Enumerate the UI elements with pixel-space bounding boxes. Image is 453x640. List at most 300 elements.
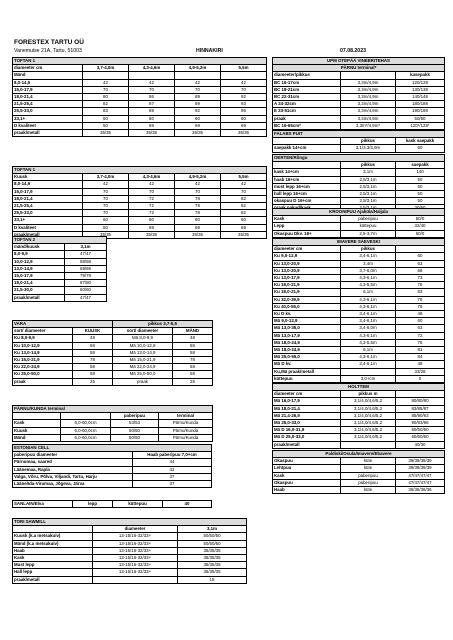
table-cell: UPM OTEPÄÄ VINEERITEHAS [273, 58, 445, 65]
table-cell: E 33-51cm [273, 108, 341, 115]
table-cell: 50 [396, 191, 445, 198]
table-row [13, 371, 213, 378]
table-cell: 78 [175, 210, 221, 217]
table-cell [273, 138, 341, 145]
pricelist-title: HINNAKIRI [196, 48, 223, 54]
table-cell: 3,3m/4,9m [341, 79, 396, 86]
table-cell: 3,1/4,0/4,6/5,2 [341, 398, 396, 405]
table-row [13, 79, 267, 86]
table-cell: 10,0-12,9 [13, 258, 65, 265]
table-cell: 80 [83, 94, 129, 101]
table-cell: 70 [175, 188, 221, 195]
table-row [13, 434, 213, 441]
table-row [273, 246, 445, 253]
table-row [13, 547, 247, 554]
table-cell: 72 [129, 203, 175, 210]
table-cell: Kask [13, 555, 93, 562]
table-cell [61, 413, 111, 420]
table-cell: Hall lepp [13, 569, 93, 576]
section-title-row [273, 209, 445, 216]
table-cell: Ku 13,0-20,9 [273, 267, 341, 274]
parnu-kunda-table [12, 405, 213, 442]
table-cell: 6,1m [341, 289, 396, 296]
table-cell: 70 [83, 210, 129, 217]
table-cell: 25,5-33,0 [13, 108, 83, 115]
table-cell: 60 [396, 253, 445, 260]
table-cell: 13-15/16-32/33+ [93, 533, 178, 540]
table-cell: 47/47/47/47 [396, 472, 445, 479]
table-cell: 3,1/4,0/4,6/5,2 [341, 427, 396, 434]
table-row [273, 405, 445, 412]
table-row [273, 311, 445, 318]
company-name: FORESTEX TARTU OÜ [14, 39, 84, 46]
table-cell: 90/93/96 [396, 420, 445, 427]
table-cell: 3,4m [341, 260, 396, 267]
table-cell: 120*/128* [396, 122, 445, 129]
table-cell: Ku 9,0-12,9 [273, 253, 341, 260]
table-row [273, 101, 445, 108]
table-cell: 47/47/47/47 [396, 479, 445, 486]
table-row [273, 434, 445, 441]
table-row [13, 188, 267, 195]
table-row [13, 473, 212, 480]
table-cell: 60 [175, 115, 221, 122]
table-cell: 40 [163, 501, 212, 508]
table-cell [341, 72, 396, 79]
table-cell: Mä 18,0-21,4 [273, 405, 341, 412]
table-cell: haab 16+cm [273, 176, 341, 183]
table-cell: 4,3-5,5m [341, 339, 396, 346]
document-date: 07.08.2023 [340, 48, 366, 54]
table-cell [273, 162, 341, 169]
table-row [273, 122, 445, 129]
table-cell: 69 [129, 122, 175, 129]
table-cell: 3,1/3,3/4,9m [341, 145, 396, 152]
table-cell: 0 [396, 375, 445, 382]
table-cell: 130/138 [396, 86, 445, 93]
section-title-row [13, 445, 212, 452]
table-cell: 15,0-17,9 [13, 273, 65, 280]
table-row [273, 86, 445, 93]
holttem-table [272, 383, 445, 449]
table-row [273, 176, 445, 183]
table-cell: TORI SAWMILL [13, 519, 247, 526]
table-cell [396, 391, 445, 398]
table-cell: 13-15/16-32/33+ [93, 555, 178, 562]
table-cell: diameeter cm [273, 391, 341, 398]
table-row [273, 275, 445, 282]
section-title-row [273, 155, 445, 162]
table-cell: 70 [83, 86, 129, 93]
table-row [13, 378, 213, 385]
empty-cell [175, 72, 221, 79]
table-row [13, 526, 247, 533]
section-title-row [273, 131, 445, 138]
table-cell: paberipuu diameeter [13, 452, 133, 459]
table-cell: 39/39/39/39 [396, 465, 445, 472]
table-cell: 6,0-60,0cm [61, 434, 111, 441]
table-cell: 13-15/16-32/33+ [93, 547, 178, 554]
table-cell: kask saepakk [396, 138, 445, 145]
table-cell: D kvaliteet [13, 122, 83, 129]
table-cell: 83 [83, 108, 129, 115]
table-cell: 70 [129, 86, 175, 93]
table-cell: Mä 18,0-24,9 [273, 339, 341, 346]
table-cell: Pärnu/Kunda [159, 434, 213, 441]
table-row [13, 501, 212, 508]
table-cell: 86 [129, 94, 175, 101]
table-cell: Mänd [13, 434, 61, 441]
table-cell: 60 [175, 217, 221, 224]
table-row [273, 420, 445, 427]
table-row [273, 191, 445, 198]
table-cell: 21,5-30,0 [13, 287, 65, 294]
table-cell: 92 [221, 94, 267, 101]
table-cell: 70 [175, 86, 221, 93]
table-cell: 50/50 [111, 427, 159, 434]
table-cell: diameeter [93, 526, 178, 533]
table-cell: 68 [396, 267, 445, 274]
table-row [13, 540, 247, 547]
table-cell: 60/0 [396, 230, 445, 237]
table-cell: 18,0-21,4 [13, 94, 83, 101]
table-row [273, 138, 445, 145]
table-cell: Mä 9,0-12,9 [273, 318, 341, 325]
table-cell: 70 [221, 188, 267, 195]
table-row [273, 325, 445, 332]
table-cell: 58 [73, 349, 113, 356]
table-row [13, 108, 267, 115]
table-cell: 3,1/4,0/4,6/5,2 [341, 412, 396, 419]
table-cell: 76 [396, 339, 445, 346]
section-title-row [273, 384, 445, 391]
table-cell: praak/metall [13, 231, 83, 238]
table-row [13, 217, 267, 224]
table-cell: 69 [221, 224, 267, 231]
table-cell: 180/188 [396, 101, 445, 108]
table-cell: 35/35/35 [178, 569, 247, 576]
table-cell: 35/35 [83, 130, 129, 137]
table-cell: sort/ diameeter [13, 328, 73, 335]
table-cell: 3,1/4,0/4,6/5,2 [341, 434, 396, 441]
table-cell: praak [13, 378, 73, 385]
table-cell: 42 [221, 79, 267, 86]
table-cell: 6,0-60,0cm [61, 427, 111, 434]
table-cell: 60 [396, 318, 445, 325]
table-row [13, 265, 107, 272]
table-cell: paberipuu [341, 479, 396, 486]
table-cell: 58 [73, 364, 113, 371]
table-row [13, 335, 213, 342]
table-cell: 63 [396, 260, 445, 267]
table-row [13, 130, 267, 137]
toftan1-table [12, 57, 267, 137]
table-row [273, 354, 445, 361]
section-title-row [273, 451, 445, 458]
table-row [273, 361, 445, 368]
table-cell: Mä 8,0-9,9 [113, 335, 173, 342]
table-cell: MÄND [173, 328, 213, 335]
table-row [13, 466, 212, 473]
table-cell: 58 [73, 371, 113, 378]
table-cell: paberipuu [111, 413, 159, 420]
table-row [273, 303, 445, 310]
table-cell: Lääne/Ida-Virumaa, Jõgeva, Järva [13, 481, 133, 488]
table-cell: 79/79 [65, 273, 107, 280]
table-cell: küte [341, 458, 396, 465]
table-row [13, 101, 267, 108]
table-row [273, 79, 445, 86]
section-title-row [273, 58, 445, 65]
table-cell [341, 368, 396, 375]
table-row [13, 72, 267, 79]
table-cell: Ku 18,0-21,9 [273, 282, 341, 289]
table-cell: 3,4-6,0m [341, 325, 396, 332]
table-cell: 58 [173, 342, 213, 349]
table-cell: Ku 13,0-14,9 [13, 349, 73, 356]
table-row [273, 94, 445, 101]
table-cell: Läänemaa, Rapla [13, 466, 133, 473]
table-cell: 35/35/35 [178, 555, 247, 562]
table-cell: 78 [175, 203, 221, 210]
table-cell: 13-15/16-32/33+ [93, 562, 178, 569]
table-cell: 2,5/3,1m [341, 176, 396, 183]
table-cell: 3,0+cm [341, 375, 396, 382]
table-cell: Pärnu/Kunda [159, 420, 213, 427]
table-row [13, 174, 267, 181]
table-cell: 13,0-14,9 [13, 265, 65, 272]
table-cell [396, 246, 445, 253]
table-cell: Mä 21,4-26,9 [273, 412, 341, 419]
empty-cell [129, 72, 175, 79]
table-cell: 4,3-6,1m [341, 332, 396, 339]
table-row [13, 576, 247, 583]
table-cell: 89 [175, 94, 221, 101]
table-cell: Ku 13,0-17,9 [273, 275, 341, 282]
table-cell: 32/40 [396, 223, 445, 230]
imavere-table [272, 238, 445, 383]
table-cell: küttepuu [113, 501, 163, 508]
table-cell: 4,3-6,1m [341, 354, 396, 361]
table-cell: 76 [396, 296, 445, 303]
table-cell: 2,5-3,7m [341, 230, 396, 237]
table-cell: 58/58 [65, 258, 107, 265]
table-row [13, 258, 107, 265]
table-cell: Mä 13,0-35,0 [273, 325, 341, 332]
table-cell: sort/ diameeter [113, 328, 173, 335]
table-cell [341, 441, 396, 448]
table-cell: 50/50/50 [396, 427, 445, 434]
table-cell: pikkus [341, 138, 396, 145]
table-row [273, 368, 445, 375]
table-row [13, 273, 107, 280]
table-cell: 3,3m/4,9m [341, 86, 396, 93]
table-cell: 42 [83, 79, 129, 86]
table-cell: 76 [396, 303, 445, 310]
table-cell: 35/35 [221, 130, 267, 137]
table-cell: 18,0-21,4 [13, 280, 65, 287]
table-cell: 3,3m/4,9m [341, 115, 396, 122]
table-cell: 69 [175, 224, 221, 231]
table-cell: 3,4-6,1m [341, 318, 396, 325]
section-title-row [13, 519, 247, 526]
table-cell [13, 413, 61, 420]
table-row [13, 533, 247, 540]
table-row [273, 398, 445, 405]
table-cell: 48 [396, 361, 445, 368]
table-cell: 60 [396, 145, 445, 152]
table-cell: BC 22-31cm [273, 94, 341, 101]
section-title-row [273, 239, 445, 246]
table-cell: Mä 13,0-14,9 [113, 349, 173, 356]
table-cell: 35/35 [175, 231, 221, 238]
table-cell: Mä 18,0-24,9 [273, 347, 341, 354]
table-cell: Ku 32,0-39,9 [273, 296, 341, 303]
table-cell: Ku 10,0-12,9 [13, 342, 73, 349]
toftan2-table [12, 236, 107, 302]
table-cell: 69 [221, 122, 267, 129]
table-cell: Okaspuu [273, 479, 341, 486]
table-row [13, 251, 107, 258]
table-row [273, 441, 445, 448]
table-row [273, 458, 445, 465]
table-cell: 80/80/80 [396, 398, 445, 405]
table-cell: TOFTAN 2 [13, 237, 107, 244]
table-cell: 3,7-6,0m [341, 267, 396, 274]
tori-sawmill-table [12, 518, 247, 584]
table-row [273, 108, 445, 115]
table-cell: 70 [83, 188, 129, 195]
table-cell: Valga, Võru, Põlva, Viljandi, Tartu, Harju [13, 473, 133, 480]
table-cell: Mä D kv. [273, 361, 341, 368]
table-cell: Mä 25,0-33,0 [273, 420, 341, 427]
table-row [13, 569, 247, 576]
table-cell: 3,3m*/4,9m* [341, 122, 396, 129]
table-cell: BC 16-17cm [273, 79, 341, 86]
table-cell: 4,3-6,1m [341, 275, 396, 282]
table-cell: Ku D kv. [273, 311, 341, 318]
table-cell: 95 [221, 108, 267, 115]
table-cell: Ku 15,0-21,9 [13, 357, 73, 364]
table-cell: 70 [129, 188, 175, 195]
table-cell: 33,1+ [13, 217, 83, 224]
table-row [13, 244, 107, 251]
table-row [273, 391, 445, 398]
table-cell: 82 [221, 195, 267, 202]
table-cell: 25,5-33,0 [13, 210, 83, 217]
table-cell: 60 [129, 217, 175, 224]
table-row [273, 427, 445, 434]
table-cell: 37 [133, 473, 212, 480]
empty-cell [221, 72, 267, 79]
table-cell: 25 [173, 378, 213, 385]
table-cell: BC 16-65cm* [273, 122, 341, 129]
table-cell: Haab [13, 547, 93, 554]
table-row [13, 294, 107, 301]
table-cell: Ku 18,0-21,9 [273, 289, 341, 296]
table-cell: 15 [178, 576, 247, 583]
table-cell: 50/0 [396, 216, 445, 223]
table-cell: 70 [83, 203, 129, 210]
table-cell: Kask [273, 216, 341, 223]
table-cell: Lehtpuu [273, 465, 341, 472]
table-cell: 50/50/50 [178, 533, 247, 540]
table-row [13, 481, 212, 488]
table-cell: 50/50/50 [178, 540, 247, 547]
table-cell: 3,3m/4,9m [341, 108, 396, 115]
table-cell: 3,1m [178, 526, 247, 533]
table-cell: VARA [13, 321, 113, 328]
table-cell: saepakk [396, 162, 445, 169]
table-cell: 78 [173, 357, 213, 364]
table-cell: 4,3-6,1m [341, 303, 396, 310]
table-cell: 8,0-14,9 [13, 79, 83, 86]
table-cell: Okaspuu [273, 458, 341, 465]
table-cell: TOFTAN 1 [13, 58, 267, 65]
table-cell: 36/36/36/36 [396, 487, 445, 494]
table-cell: 81 [396, 347, 445, 354]
table-cell: 42 [175, 181, 221, 188]
toftan1-kuusk-table [12, 166, 267, 239]
table-cell: 35/35/35 [178, 547, 247, 554]
table-cell: praak/metall [13, 130, 83, 137]
table-cell: Ku 25,0-50,0 [13, 371, 73, 378]
table-row [273, 282, 445, 289]
table-cell: Ku 22,0-24,9 [13, 364, 73, 371]
empty-cell [83, 72, 129, 79]
table-cell: 140 [396, 169, 445, 176]
table-row [13, 210, 267, 217]
table-cell: 44 [133, 459, 212, 466]
table-row [273, 183, 445, 190]
table-row [273, 72, 445, 79]
table-row [13, 413, 213, 420]
table-cell: 48 [396, 311, 445, 318]
table-cell: 50 [396, 183, 445, 190]
table-cell: praak/metall [13, 294, 65, 301]
table-row [273, 267, 445, 274]
table-cell: TOFTAN 1 [13, 167, 267, 174]
table-cell: 82 [221, 203, 267, 210]
table-cell: 42 [129, 181, 175, 188]
table-row [13, 181, 267, 188]
table-cell: 2,5/3,1m [341, 183, 396, 190]
table-cell: 87/80 [65, 280, 107, 287]
table-cell: Mä D 16,0-31,9 [273, 427, 341, 434]
table-row [273, 296, 445, 303]
table-cell: 35/35/35 [178, 562, 247, 569]
table-cell: 33/28 [396, 368, 445, 375]
table-cell: 3,1m [341, 169, 396, 176]
table-cell: 50 [83, 224, 129, 231]
table-cell: 18,0-21,4 [13, 195, 83, 202]
table-cell: praak [113, 378, 173, 385]
table-cell: 78 [175, 195, 221, 202]
table-cell: KUUSK [73, 328, 113, 335]
table-cell: 120/128 [396, 79, 445, 86]
table-row [273, 472, 445, 479]
table-cell: 15,0-17,9 [13, 188, 83, 195]
table-cell: 60 [221, 217, 267, 224]
table-cell: Mä 13,0-17,9 [273, 332, 341, 339]
table-row [13, 427, 213, 434]
table-cell: Mänd [13, 72, 83, 79]
table-cell: Mä 15,0-21,9 [113, 357, 173, 364]
section-title-row [13, 167, 267, 174]
table-cell: paberipuu [341, 216, 396, 223]
table-row [13, 452, 212, 459]
table-cell: Haab [273, 487, 341, 494]
